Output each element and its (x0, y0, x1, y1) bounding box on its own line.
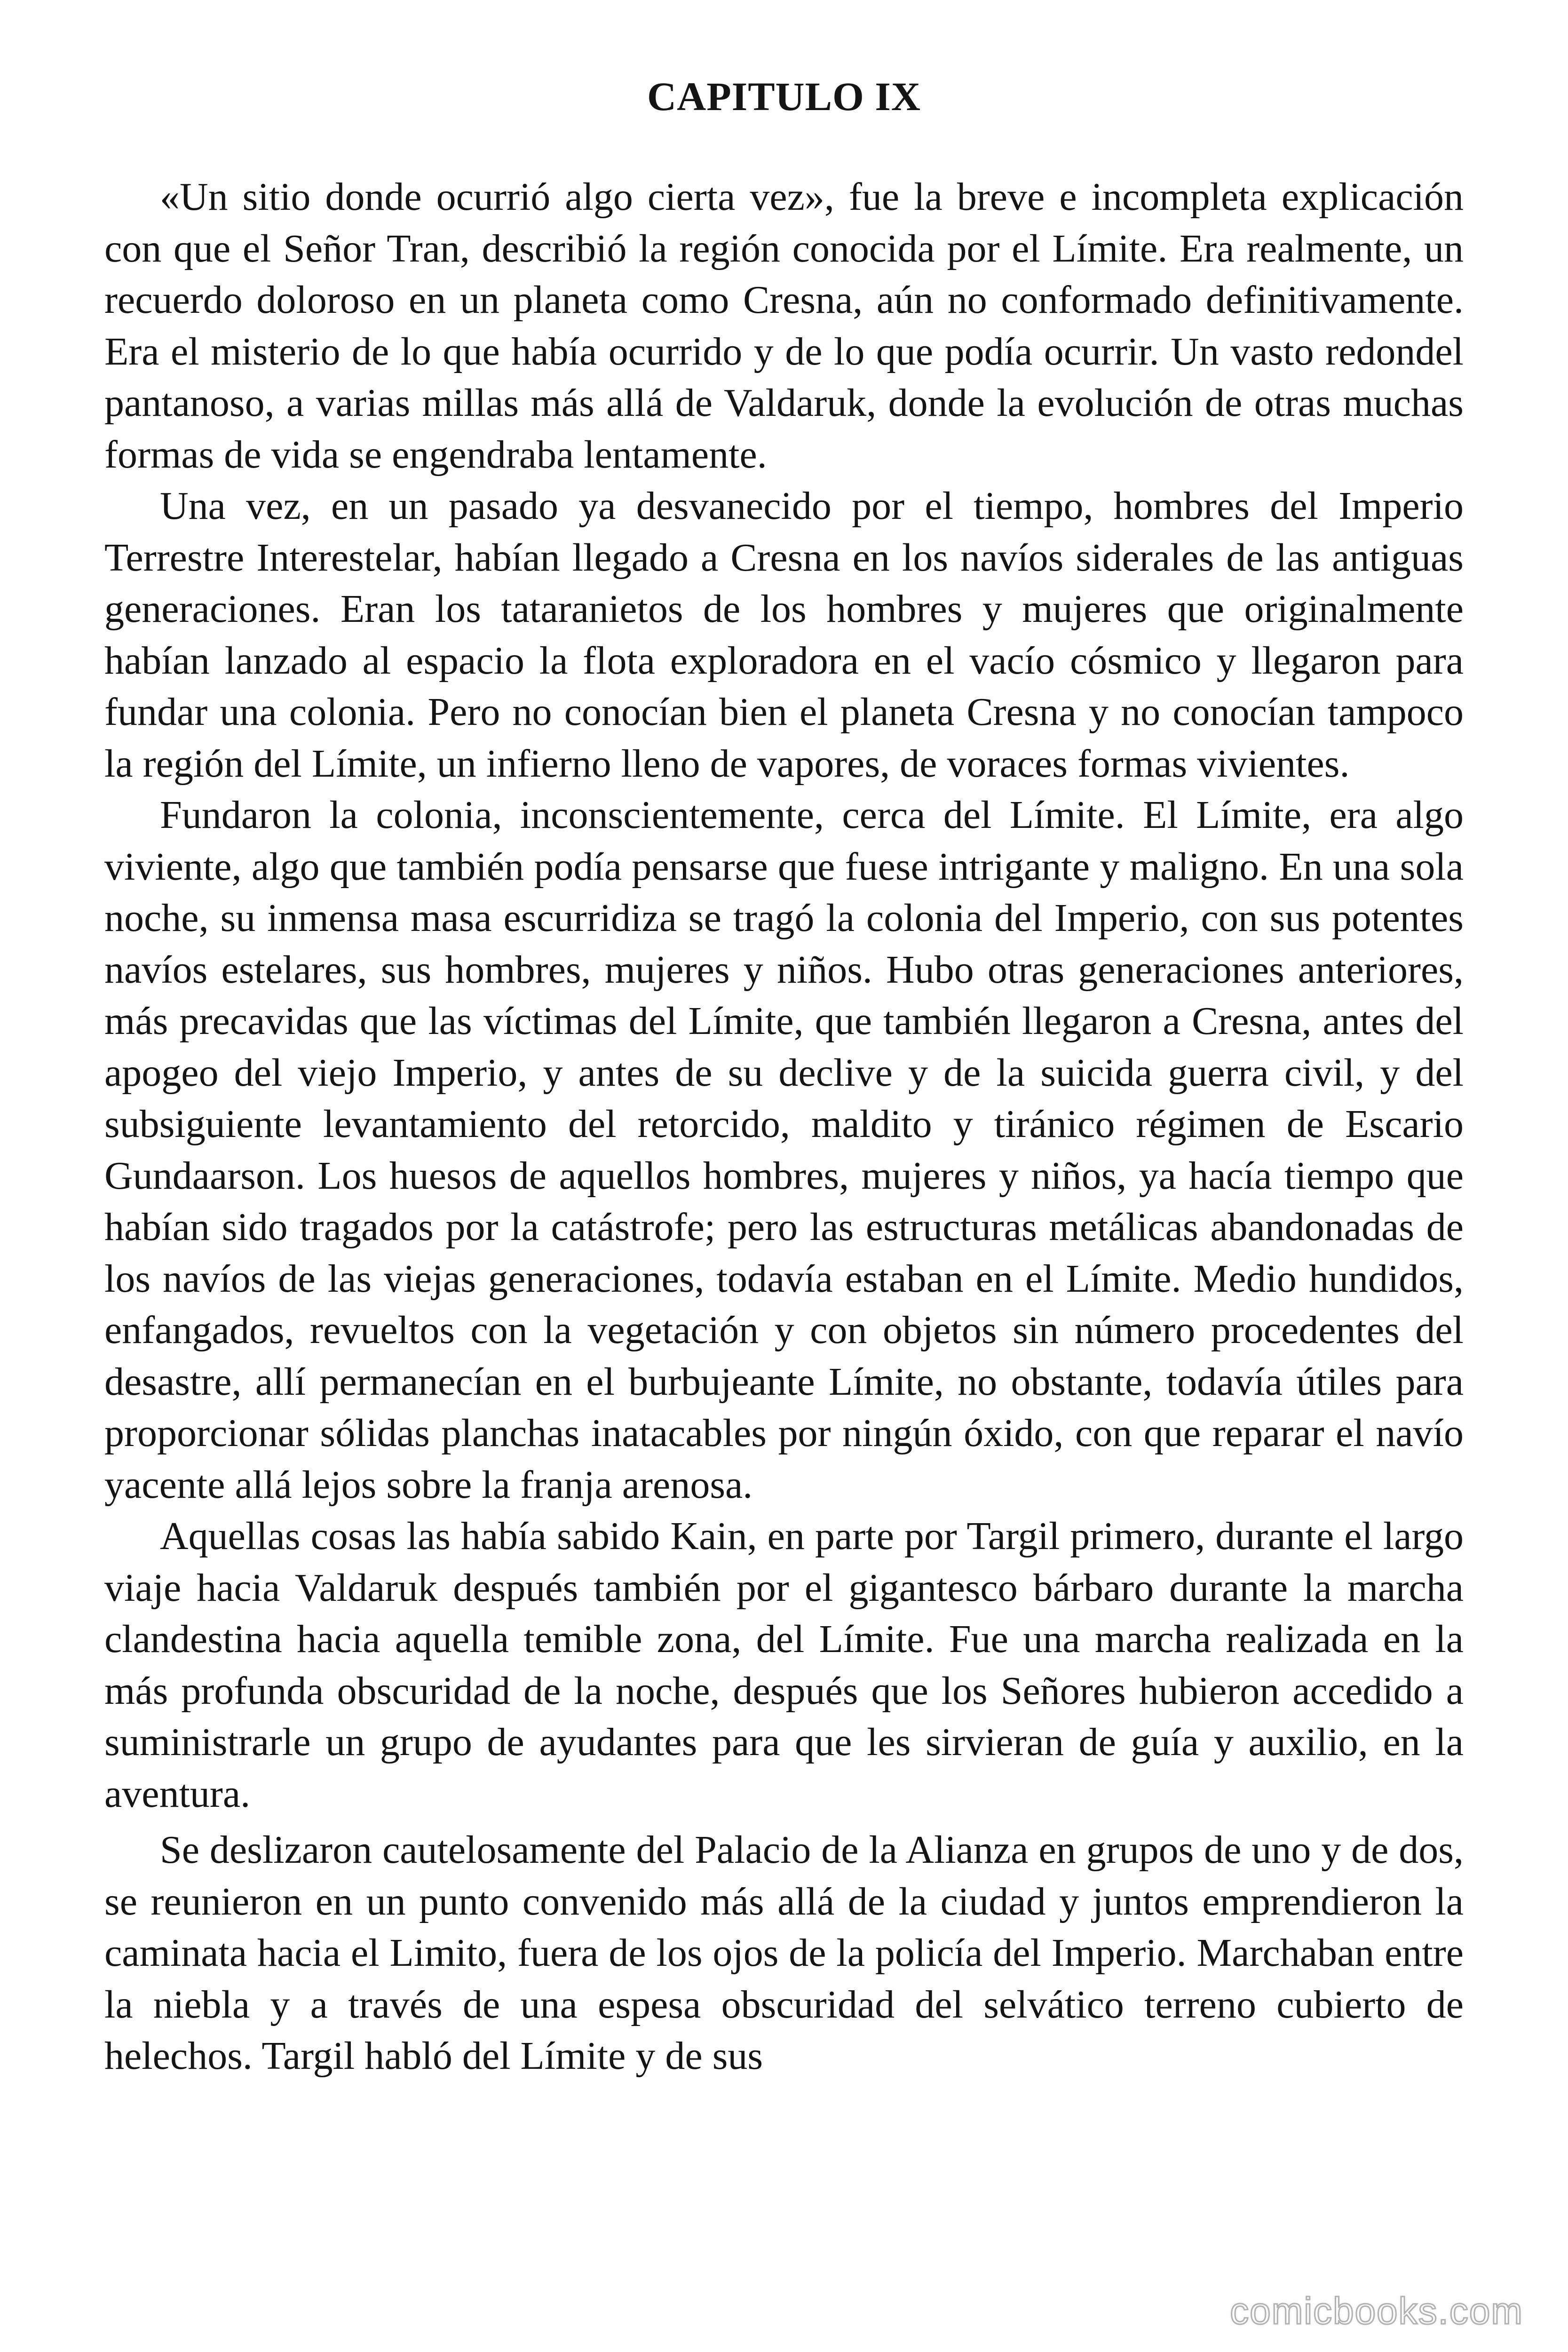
body-text (104, 171, 1464, 2082)
paragraph-5: Se deslizaron cautelosamente del Palacio de la Alianza en grupos de uno y de dos, se reunieron en un punto convenido más allá de la ciudad y juntos emprendieron la caminata hacia el Limito, fuera de los ojos de la policía del Imperio. Marchaban entre la niebla y a través de una espesa obscuridad del selvático terreno cubierto de helechos. Targil habló del Límite y de sus (104, 1828, 1464, 2078)
paragraph-4: Aquellas cosas las había sabido Kain, en parte por Targil primero, durante el largo viaje hacia Valdaruk después también por el gigantesco bárbaro durante la marcha clandestina hacia aquella temible zona, del Límite. Fue una marcha realizada en la más profunda obscuridad de la noche, después que los Señores hubieron accedido a suministrarle un grupo de ayudantes para que les sirvieran de guía y auxilio, en la aventura. (104, 1514, 1464, 1816)
paragraph-3: Fundaron la colonia, inconscientemente, cerca del Límite. El Límite, era algo viviente, algo que también podía pensarse que fuese intrigante y maligno. En una sola noche, su inmensa masa escurridiza se tragó la colonia del Imperio, con sus potentes navíos estelares, sus hombres, mujeres y niños. Hubo otras generaciones anteriores, más precavidas que las víctimas del Límite, que también llegaron a Cresna, antes del apogeo del viejo Imperio, y antes de su declive y de la suicida guerra civil, y del subsiguiente levantamiento del retorcido, maldito y tiránico régimen de Escario Gundaarson. Los huesos de aquellos hombres, mujeres y niños, ya hacía tiempo que habían sido tragados por la catástrofe; pero las estructuras metálicas abandonadas de los navíos de las viejas generaciones, todavía estaban en el Límite. Medio hundidos, enfangados, revueltos con la vegetación y con objetos sin número procedentes del desastre, allí permanecían en el burbujeante Límite, no obstante, todavía útiles para proporcionar sólidas planchas inatacables por ningún óxido, con que reparar el navío yacente allá lejos sobre la franja arenosa. (104, 793, 1464, 1507)
paragraph-2: Una vez, en un pasado ya desvanecido por el tiempo, hombres del Imperio Terrestre Interestelar, habían llegado a Cresna en los navíos siderales de las antiguas generaciones. Eran los tataranietos de los hombres y mujeres que originalmente habían lanzado al espacio la flota exploradora en el vacío cósmico y llegaron para fundar una colonia. Pero no conocían bien el planeta Cresna y no conocían tampoco la región del Límite, un infierno lleno de vapores, de voraces formas vivientes. (104, 484, 1464, 786)
chapter-title: CAPITULO IX (647, 74, 921, 119)
watermark: comicbooks.com (1230, 2290, 1523, 2332)
paragraph-1: «Un sitio donde ocurrió algo cierta vez», fue la breve e incompleta explicación con que el Señor Tran, describió la región conocida por el Límite. Era realmente, un recuerdo doloroso en un planeta como Cresna, aún no conformado definitivamente. Era el misterio de lo que había ocurrido y de lo que podía ocurrir. Un vasto redondel pantanoso, a varias millas más allá de Valdaruk, donde la evolución de otras muchas formas de vida se engendraba lentamente. (104, 175, 1464, 477)
